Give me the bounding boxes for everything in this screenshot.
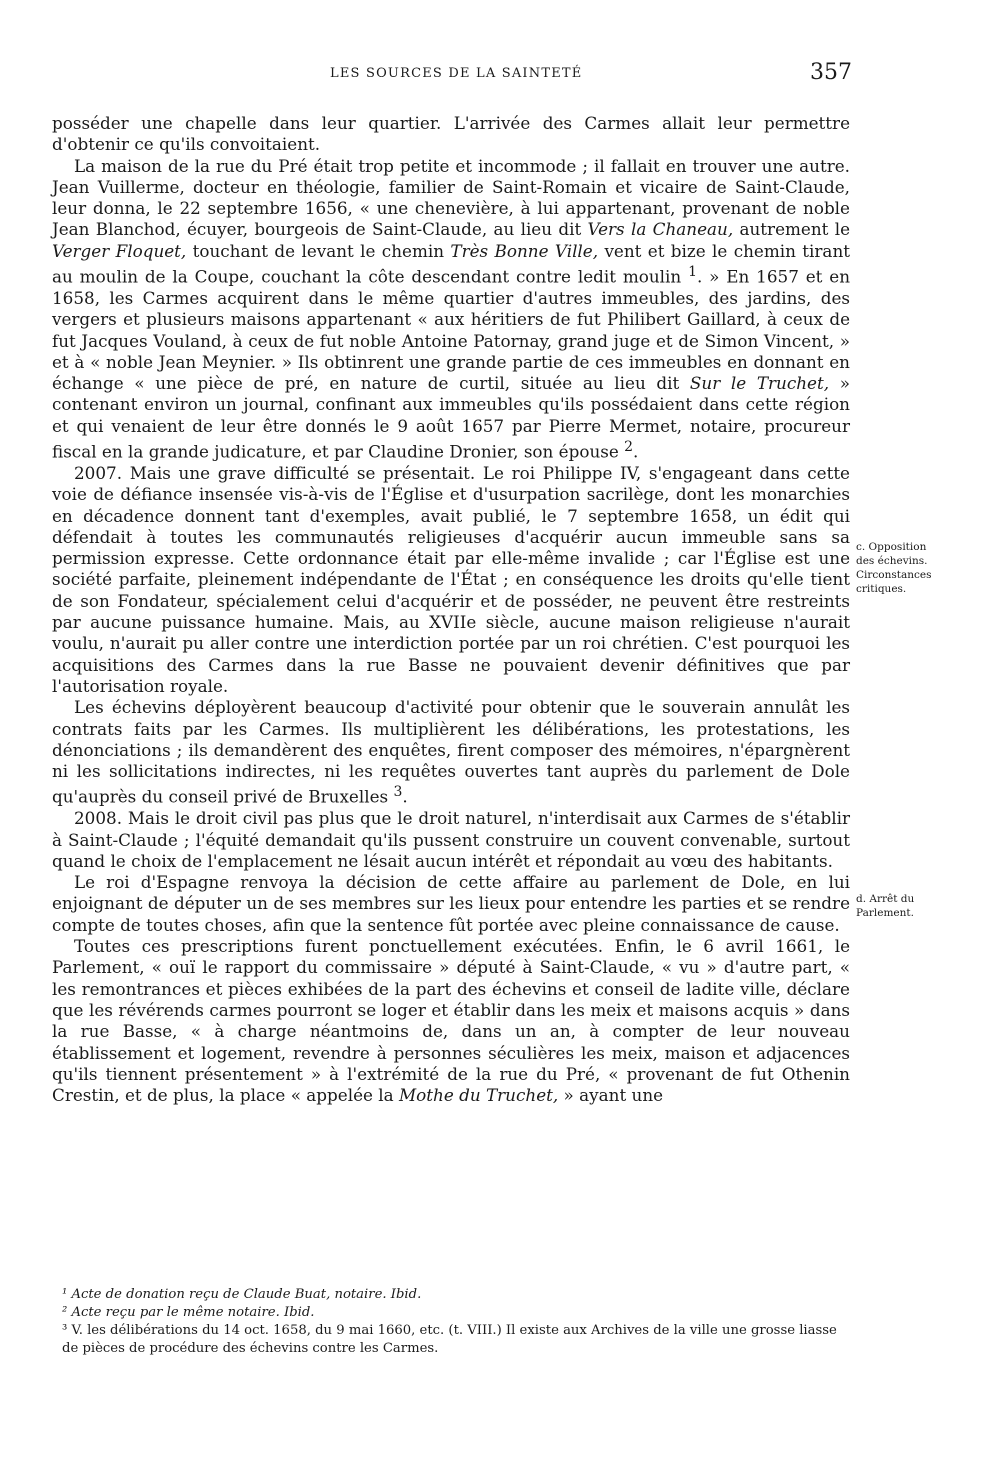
place-name-sur-le-truchet: Sur le Truchet,	[689, 373, 830, 394]
paragraph-2008: 2008. Mais le droit civil pas plus que le droit naturel, n'interdisait aux Carmes de s'établir à Saint-Claude ; l'équité demandait qu'ils pussent construire un couvent convenable, surtout quand le choix de l'emplacement ne lésait aucun intérêt et répondait au vœu des habitants.	[52, 808, 850, 871]
footnotes	[62, 1286, 850, 1358]
paragraph-2007: 2007. Mais une grave difficulté se présentait. Le roi Philippe IV, s'engageant dans cette voie de défiance insensée vis-à-vis de l'Église et d'usurpation sacrilège, dont les monarchies en décadence donnent tant d'exemples, avait publié, le 7 septembre 1658, un édit qui défendait à toutes les communautés religieuses d'acquérir aucun immeuble sans sa permission expresse. Cette ordonnance était par elle-même invalide ; car l'Église est une société parfaite, pleinement indépendante de l'État ; en conséquence les droits qu'elle tient de son Fondateur, spécialement celui d'acquérir et de posséder, ne peuvent être restreints par aucune puissance humaine. Mais, au XVIIe siècle, aucune maison religieuse n'aurait voulu, n'aurait pu aller contre une interdiction portée par un roi chrétien. C'est pourquoi les acquisitions des Carmes dans la rue Basse ne pouvaient devenir définitives que par l'autorisation royale.	[52, 462, 850, 696]
paragraph-4	[52, 697, 850, 808]
paragraph-7-text-b: » ayant une	[558, 1085, 664, 1106]
paragraph-2-text-a: La maison de la rue du Pré était trop petite et incommode ; il fallait en trouver une autre. Jean Vuillerme, docteur en théologie, familier de Saint-Romain et vicaire de Saint-Claude, leur donna, le 22 septembre 1656, « une chenevière, à lui appartenant, provenant de noble Jean Blanchod, écuyer, bourgeois de Saint-Claude, au lieu dit	[52, 155, 850, 240]
footnote-3: ³ V. les délibérations du 14 oct. 1658, du 9 mai 1660, etc. (t. VIII.) Il existe aux Archives de la ville une grosse liasse de pièces de procédure des échevins contre les Carmes.	[62, 1323, 837, 1356]
place-name-verger-floquet: Verger Floquet,	[52, 240, 187, 261]
footnote-2: ² Acte reçu par le même notaire. Ibid.	[62, 1305, 315, 1320]
place-name-mothe-du-truchet: Mothe du Truchet,	[398, 1085, 559, 1106]
paragraph-1: posséder une chapelle dans leur quartier. L'arrivée des Carmes allait leur permettre d'obtenir ce qu'ils convoitaient.	[52, 113, 850, 155]
margin-note-opposition: c. Opposition des échevins. Circonstances critiques.	[856, 541, 932, 595]
running-title: LES SOURCES DE LA SAINTETÉ	[330, 66, 583, 81]
margin-note-arret: d. Arrêt du Parlement.	[856, 893, 915, 919]
body-text	[52, 113, 850, 1106]
page-number: 357	[810, 60, 852, 85]
paragraph-2-text-e: . » En 1657 et en 1658, les Carmes acquirent dans le même quartier d'autres immeubles, des jardins, des vergers et plusieurs maisons appartenant « aux héritiers de fut Philibert Gaillard, à ceux de fut Jacques Vouland, à ceux de fut noble Antoine Patornay, grand juge et de Simon Vincent, » et à « noble Jean Meynier. » Ils obtinrent une grande partie de ces immeubles en donnant en échange « une pièce de pré, en nature de curtil, située au lieu dit	[52, 266, 851, 394]
footnote-1: ¹ Acte de donation reçu de Claude Buat, notaire. Ibid.	[62, 1287, 422, 1302]
paragraph-6: Le roi d'Espagne renvoya la décision de cette affaire au parlement de Dole, en lui enjoignant de députer un de ses membres sur les lieux pour entendre les parties et se rendre compte de toutes choses, afin que la sentence fût portée avec pleine connaissance de cause.	[52, 872, 850, 935]
paragraph-2-text-d: vent et bize le chemin tirant au moulin de la Coupe, couchant la côte descendant contre ledit moulin	[52, 240, 850, 287]
paragraph-4-text-b: .	[402, 786, 408, 807]
paragraph-2-text-g: .	[633, 441, 639, 462]
paragraph-2-text-b: autrement le	[733, 219, 850, 240]
paragraph-2	[52, 156, 850, 463]
paragraph-7-text-a: Toutes ces prescriptions furent ponctuellement exécutées. Enfin, le 6 avril 1661, le Parlement, « ouï le rapport du commissaire » député à Saint-Claude, « vu » d'autre part, « les remontrances et pièces exhibées de la part des échevins et conseil de ladite ville, déclare que les révérends carmes pourront se loger et établir dans les meix et maisons acquis » dans la rue Basse, « à charge néantmoins de, dans un an, à compter de leur nouveau établissement et logement, revendre à personnes séculières les meix, maison et adjacences qu'ils tiennent présentement » à l'extrémité de la rue du Pré, « provenant de fut Othenin Crestin, et de plus, la place « appelée la	[52, 936, 850, 1106]
footnote-ref-2: 2	[624, 439, 634, 456]
paragraph-2-text-f: » contenant environ un journal, confinant aux immeubles qu'ils possédaient dans cette région et qui venaient de leur être donnés le 9 août 1657 par Pierre Mermet, notaire, procureur fiscal en la grande judicature, et par Claudine Dronier, son épouse	[52, 373, 850, 462]
place-name-vers-la-chaneau: Vers la Chaneau,	[587, 219, 734, 240]
paragraph-7	[52, 936, 850, 1106]
paragraph-4-text-a: Les échevins déployèrent beaucoup d'activité pour obtenir que le souverain annulât les contrats faits par les Carmes. Ils multiplièrent les délibérations, les protestations, les dénonciations ; ils demandèrent des enquêtes, firent composer des mémoires, n'épargnèrent ni les sollicitations indirectes, ni les requêtes ouvertes tant auprès du parlement de Dole qu'auprès du conseil privé de Bruxelles	[52, 697, 850, 807]
place-name-tres-bonne-ville: Très Bonne Ville,	[450, 240, 599, 261]
footnote-ref-1: 1	[688, 264, 697, 281]
footnote-ref-3: 3	[393, 784, 403, 801]
paragraph-2-text-c: touchant de levant le chemin	[186, 240, 451, 261]
running-head	[0, 60, 1000, 88]
